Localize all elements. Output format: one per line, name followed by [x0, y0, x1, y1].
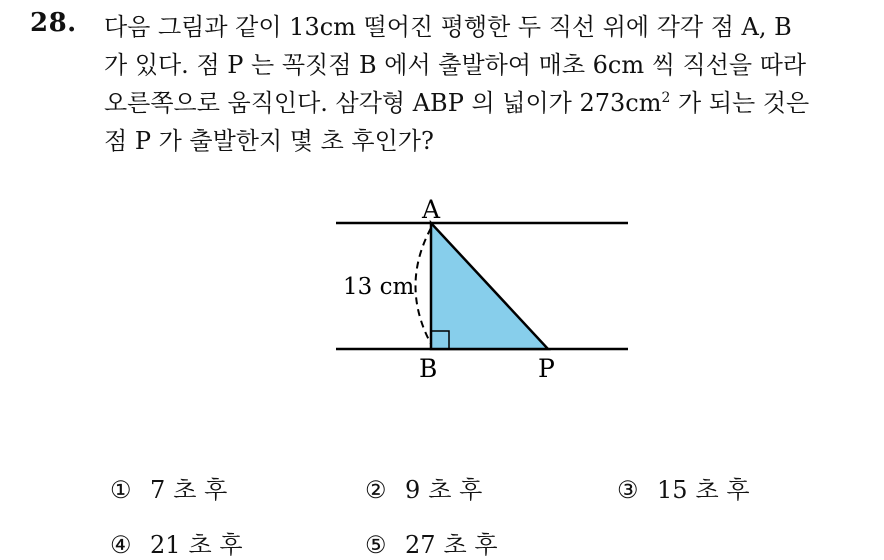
- problem-number: 28.: [30, 8, 77, 38]
- choice-3-number: ③: [617, 476, 639, 504]
- distance-label: 13 cm: [343, 274, 415, 300]
- choice-3[interactable]: [617, 470, 750, 505]
- choice-1[interactable]: [110, 470, 227, 505]
- problem-line-3-text: 오른쪽으로 움직인다. 삼각형 ABP 의 넓이가 273cm: [104, 89, 662, 117]
- point-a-label: A: [422, 195, 441, 224]
- choice-1-value: 7: [150, 476, 166, 504]
- choice-3-unit: 초 후: [695, 476, 750, 504]
- problem-line-2: 가 있다. 점 P 는 꼭짓점 B 에서 출발하여 매초 6cm 씩 직선을 따라: [104, 51, 807, 79]
- point-b-label: B: [419, 354, 438, 383]
- choice-5-value: 27: [405, 531, 436, 559]
- choice-5-unit: 초 후: [443, 531, 498, 559]
- problem-line-4: 점 P 가 출발한지 몇 초 후인가?: [104, 127, 434, 155]
- choice-4[interactable]: [110, 525, 243, 560]
- choice-2-value: 9: [405, 476, 421, 504]
- choice-2[interactable]: [365, 470, 482, 505]
- choice-1-number: ①: [110, 476, 132, 504]
- choice-2-unit: 초 후: [428, 476, 483, 504]
- point-p-label: P: [538, 354, 555, 383]
- problem-line-3-tail: 가 되는 것은: [670, 89, 810, 117]
- choice-1-unit: 초 후: [173, 476, 228, 504]
- triangle-abp: [431, 223, 548, 349]
- choice-4-number: ④: [110, 531, 132, 559]
- distance-arc: [416, 228, 432, 344]
- choice-4-value: 21: [150, 531, 181, 559]
- problem-line-1: 다음 그림과 같이 13cm 떨어진 평행한 두 직선 위에 각각 점 A, B: [104, 13, 792, 41]
- choice-2-number: ②: [365, 476, 387, 504]
- area-unit-superscript: 2: [661, 90, 671, 106]
- choice-4-unit: 초 후: [188, 531, 243, 559]
- choice-5-number: ⑤: [365, 531, 387, 559]
- choice-3-value: 15: [657, 476, 688, 504]
- choice-5[interactable]: [365, 525, 498, 560]
